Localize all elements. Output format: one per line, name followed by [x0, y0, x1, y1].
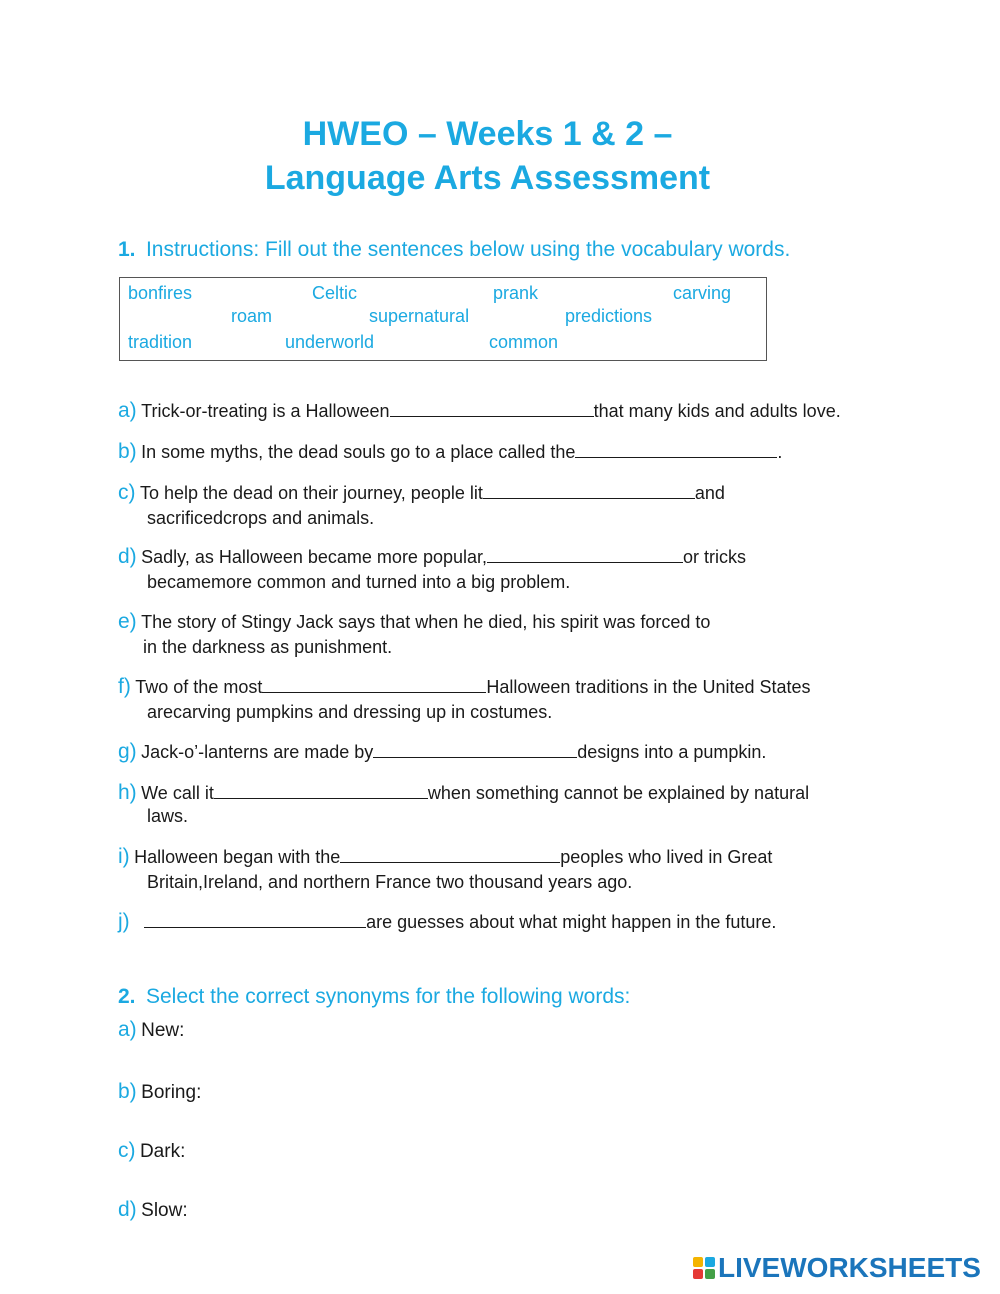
question-text-continued: in the darkness as punishment. — [143, 637, 393, 657]
question-text: Trick-or-treating is a Halloween — [141, 401, 390, 421]
question-text: Halloween traditions in the United States — [486, 677, 811, 697]
question-letter: c) — [118, 481, 136, 504]
question-j — [118, 910, 776, 934]
question-text-continued: Britain,Ireland, and northern France two thousand years ago. — [147, 872, 633, 892]
vocab-word: predictions — [565, 306, 653, 326]
section1-heading — [118, 238, 790, 262]
page-title-line1: HWEO – Weeks 1 & 2 – — [302, 115, 673, 153]
question-i — [118, 845, 772, 869]
question-text: Halloween began with the — [134, 847, 341, 867]
question-letter: h) — [118, 781, 137, 804]
question-d — [118, 545, 746, 569]
question-text: In some myths, the dead souls go to a place called the — [141, 442, 576, 462]
item-word: New: — [141, 1020, 185, 1041]
question-letter: f) — [118, 675, 131, 698]
answer-blank[interactable] — [575, 441, 777, 458]
synonym-item-c — [118, 1139, 185, 1163]
vocab-word: underworld — [285, 332, 375, 352]
question-text: The story of Stingy Jack says that when he died, his spirit was forced to — [141, 612, 711, 632]
section2-instruction: Select the correct synonyms for the following words: — [145, 985, 631, 1008]
synonym-item-b — [118, 1080, 201, 1104]
answer-blank[interactable] — [144, 911, 366, 928]
page-title-line2: Language Arts Assessment — [264, 159, 711, 197]
question-h — [118, 781, 809, 805]
question-f — [118, 675, 811, 699]
question-text: We call it — [141, 783, 214, 803]
answer-blank[interactable] — [487, 546, 683, 563]
question-text-continued: becamemore common and turned into a big problem. — [147, 572, 571, 592]
answer-blank[interactable] — [340, 846, 560, 863]
question-text-continued: laws. — [147, 806, 189, 826]
logo-text: LIVEWORKSHEETS — [718, 1252, 981, 1283]
question-text: when something cannot be explained by natural — [427, 783, 810, 803]
question-g — [118, 740, 766, 764]
vocab-word: roam — [231, 306, 273, 326]
answer-blank[interactable] — [373, 741, 577, 758]
vocab-word: prank — [493, 283, 539, 303]
question-letter: e) — [118, 610, 137, 633]
question-text: To help the dead on their journey, people lit — [139, 483, 483, 503]
vocab-word: Celtic — [312, 283, 358, 303]
question-c — [118, 481, 725, 505]
section1-number: 1. — [118, 238, 136, 261]
question-letter: g) — [118, 740, 137, 763]
item-letter: c) — [118, 1139, 136, 1162]
answer-blank[interactable] — [390, 400, 594, 417]
question-text: . — [777, 442, 783, 462]
item-word: Dark: — [139, 1141, 186, 1162]
question-text-continued: sacrificedcrops and animals. — [147, 508, 375, 528]
item-letter: d) — [118, 1198, 137, 1221]
answer-blank[interactable] — [483, 482, 695, 499]
item-letter: b) — [118, 1080, 137, 1103]
question-letter: j) — [118, 910, 130, 933]
question-text: Two of the most — [135, 677, 263, 697]
question-text-continued: arecarving pumpkins and dressing up in costumes. — [147, 702, 553, 722]
item-letter: a) — [118, 1018, 137, 1041]
question-text: Jack-o’-lanterns are made by — [141, 742, 374, 762]
vocab-word: carving — [673, 283, 732, 303]
question-text: that many kids and adults love. — [593, 401, 841, 421]
liveworksheets-logo-icon — [693, 1257, 715, 1279]
synonym-item-d — [118, 1198, 188, 1222]
answer-blank[interactable] — [262, 676, 486, 693]
question-letter: b) — [118, 440, 137, 463]
question-text: or tricks — [683, 547, 746, 567]
question-e — [118, 610, 710, 634]
question-text: peoples who lived in Great — [560, 847, 773, 867]
section1-instruction: Instructions: Fill out the sentences below using the vocabulary words. — [145, 238, 791, 261]
item-word: Boring: — [141, 1082, 202, 1103]
question-text: Sadly, as Halloween became more popular, — [141, 547, 487, 567]
question-text: and — [694, 483, 725, 503]
synonym-item-a — [118, 1018, 184, 1042]
question-text: designs into a pumpkin. — [577, 742, 767, 762]
vocab-word: supernatural — [369, 306, 470, 326]
item-word: Slow: — [141, 1200, 188, 1221]
vocab-word: bonfires — [128, 283, 193, 303]
section2-number: 2. — [118, 985, 136, 1008]
vocab-word: common — [489, 332, 559, 352]
question-b — [118, 440, 782, 464]
vocab-word: tradition — [128, 332, 193, 352]
question-letter: a) — [118, 399, 137, 422]
question-letter: i) — [118, 845, 130, 868]
question-letter: d) — [118, 545, 137, 568]
question-a — [118, 399, 841, 423]
section2-heading — [118, 985, 630, 1009]
answer-blank[interactable] — [214, 782, 428, 799]
question-text: are guesses about what might happen in the future. — [366, 912, 777, 932]
